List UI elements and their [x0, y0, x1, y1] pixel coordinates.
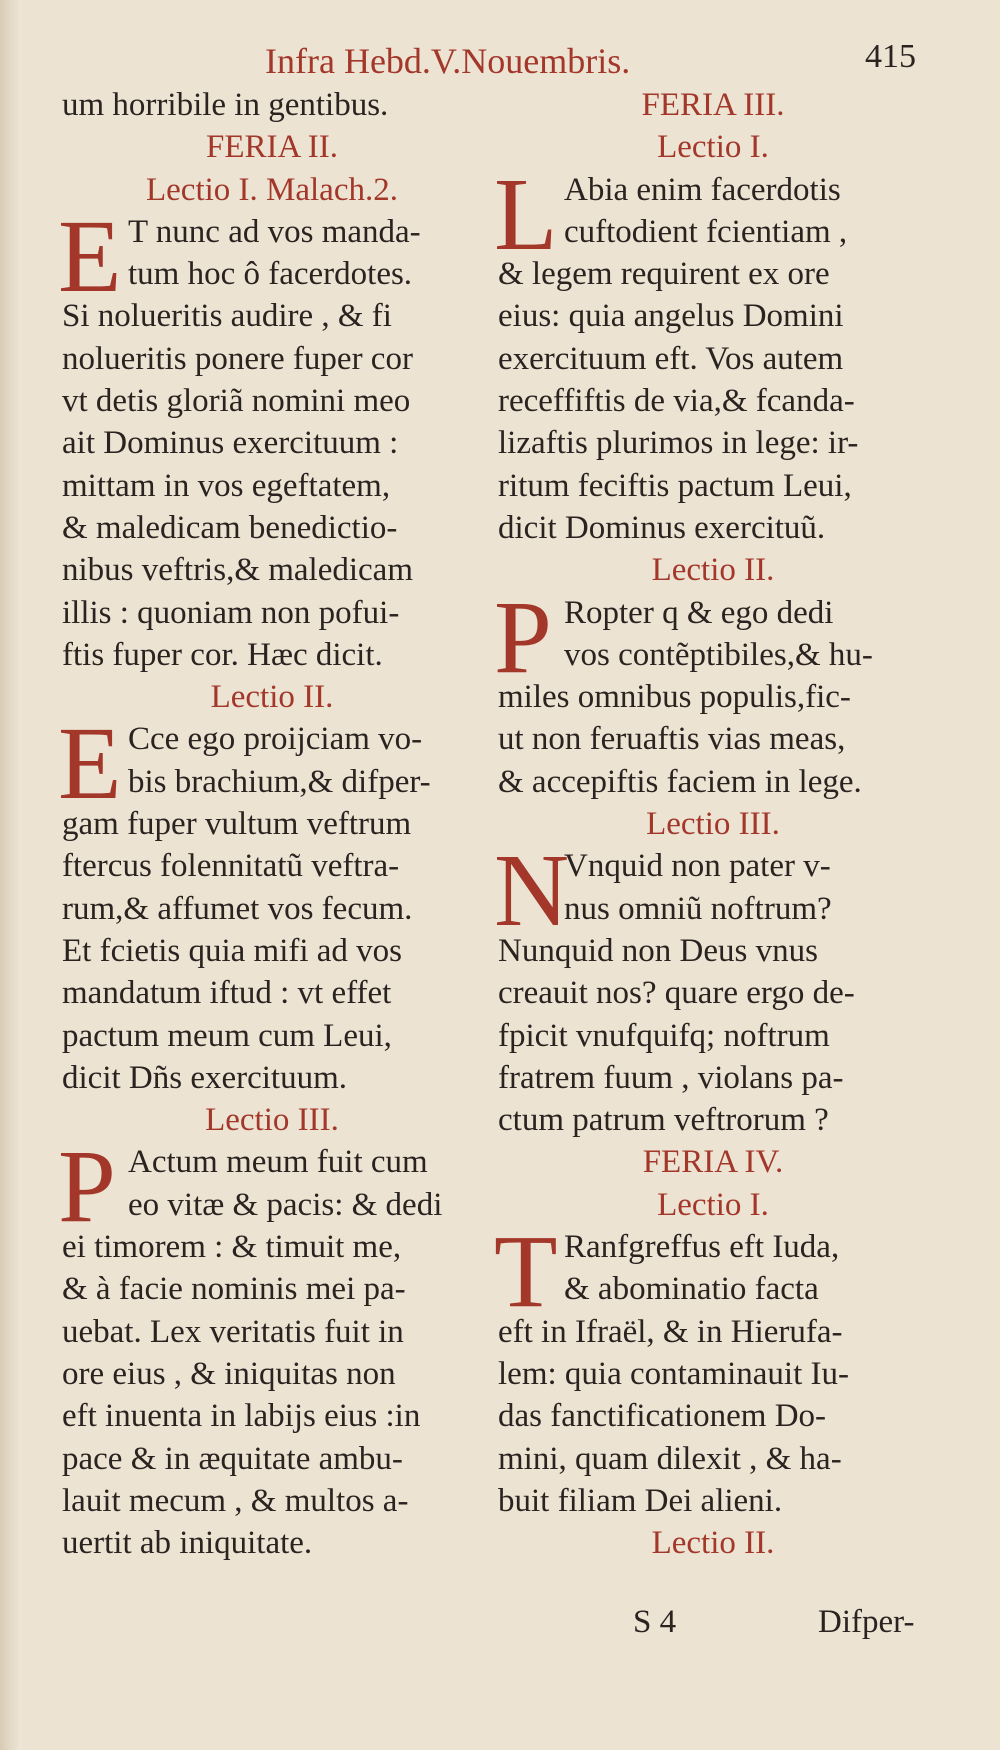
text-line: & legem requirent ex ore — [498, 256, 830, 293]
drop-cap: P — [494, 579, 552, 695]
text-line: Nunquid non Deus vnus — [498, 932, 818, 969]
text-line: T nunc ad vos manda- — [128, 213, 421, 250]
text-line: mini, quam dilexit , & ha- — [498, 1440, 842, 1477]
text-line: fpicit vnufquifq; noftrum — [498, 1017, 830, 1054]
text-line: eo vitæ & pacis: & dedi — [128, 1186, 443, 1223]
text-line: ut non feruaftis vias meas, — [498, 721, 846, 758]
text-line: nolueritis ponere fuper cor — [62, 340, 413, 377]
lectio-heading: Lectio III. — [646, 806, 780, 843]
text-line: das fanctificationem Do- — [498, 1398, 827, 1435]
text-line: vt detis gloriã nomini meo — [62, 383, 411, 420]
feria-heading: FERIA II. — [206, 129, 338, 166]
text-line: lauit mecum , & multos a- — [62, 1482, 409, 1519]
text-line: bis brachium,& difper- — [128, 763, 431, 800]
text-line: vos contẽptibiles,& hu- — [564, 636, 873, 673]
feria-heading: FERIA IV. — [642, 1144, 784, 1181]
text-line: & abominatio facta — [564, 1271, 819, 1308]
drop-cap: N — [494, 833, 570, 949]
lectio-paragraph — [58, 1129, 482, 1564]
lectio-paragraph — [58, 198, 482, 676]
text-line: um horribile in gentibus. — [62, 87, 389, 123]
text-line: tum hoc ô facerdotes. — [128, 256, 413, 293]
text-line: eft inuenta in labijs eius :in — [62, 1398, 421, 1435]
text-line: uebat. Lex veritatis fuit in — [62, 1313, 404, 1350]
lectio-paragraph — [494, 833, 928, 1141]
text-line: ei timorem : & timuit me, — [62, 1229, 402, 1266]
text-line: mittam in vos egeftatem, — [62, 467, 391, 504]
text-line: creauit nos? quare ergo de- — [498, 975, 855, 1012]
text-line: Vnquid non pater v- — [564, 848, 831, 885]
text-line: & maledicam benedictio- — [62, 509, 398, 546]
text-line: buit filiam Dei alieni. — [498, 1482, 783, 1519]
drop-cap: P — [58, 1129, 116, 1245]
lectio-paragraph — [494, 579, 928, 803]
text-line: Ranfgreffus eft Iuda, — [564, 1229, 840, 1266]
lectio-paragraph — [494, 156, 928, 550]
text-line: uertit ab iniquitate. — [62, 1525, 313, 1562]
feria-heading: FERIA III. — [641, 87, 785, 123]
text-line: Actum meum fuit cum — [128, 1144, 428, 1181]
text-line: & accepiftis faciem in lege. — [498, 763, 862, 800]
text-line: cuftodient fcientiam , — [564, 213, 848, 250]
text-line: Abia enim facerdotis — [564, 171, 841, 208]
left-column — [58, 84, 482, 1564]
running-title: Infra Hebd.V.Nouembris. — [265, 41, 631, 81]
text-line: nus omniũ noftrum? — [564, 890, 832, 927]
text-line: mandatum iftud : vt effet — [62, 975, 392, 1012]
text-line: eius: quia angelus Domini — [498, 298, 844, 335]
right-column — [494, 84, 928, 1564]
text-line: lizaftis plurimos in lege: ir- — [498, 425, 859, 462]
drop-cap: L — [494, 156, 558, 272]
drop-cap: T — [494, 1214, 558, 1330]
text-line: ait Dominus exercituum : — [62, 425, 399, 462]
text-line: rum,& affumet vos fecum. — [62, 890, 413, 927]
text-line: eft in Ifraël, & in Hierufa- — [498, 1313, 843, 1350]
text-line: exercituum eft. Vos autem — [498, 340, 844, 377]
book-gutter — [0, 0, 22, 1750]
lectio-heading: Lectio III. — [205, 1102, 339, 1139]
text-line: dicit Dominus exercituũ. — [498, 509, 826, 546]
text-line: ctum patrum veftrorum ? — [498, 1102, 829, 1139]
text-line: & à facie nominis mei pa- — [62, 1271, 406, 1308]
lectio-paragraph — [494, 1214, 928, 1522]
text-line: ftis fuper cor. Hæc dicit. — [62, 636, 383, 673]
page-footer — [498, 1604, 928, 1646]
text-line: ritum feciftis pactum Leui, — [498, 467, 852, 504]
text-line: Cce ego proijciam vo- — [128, 721, 423, 758]
drop-cap: E — [58, 706, 122, 822]
folio-number: 415 — [865, 38, 916, 75]
lectio-heading: Lectio I. — [657, 129, 769, 166]
text-line: nibus veftris,& maledicam — [62, 552, 413, 589]
lectio-heading: Lectio II. — [651, 552, 775, 589]
text-line: dicit Dñs exercituum. — [62, 1059, 348, 1096]
text-line: fratrem fuum , violans pa- — [498, 1059, 844, 1096]
catchword: Difper- — [818, 1604, 915, 1640]
drop-cap: E — [58, 198, 122, 314]
lectio-heading: Lectio II. — [210, 679, 334, 716]
text-line: gam fuper vultum veftrum — [62, 806, 412, 843]
lectio-heading: Lectio I. Malach.2. — [146, 171, 398, 208]
text-line: Et fcietis quia mifi ad vos — [62, 932, 403, 969]
text-line: pactum meum cum Leui, — [62, 1017, 392, 1054]
text-line: ore eius , & iniquitas non — [62, 1355, 396, 1392]
text-line: receffiftis de via,& fcanda- — [498, 383, 855, 420]
lectio-heading: Lectio I. — [657, 1186, 769, 1223]
text-line: lem: quia contaminauit Iu- — [498, 1355, 849, 1392]
signature-mark: S 4 — [633, 1604, 677, 1640]
text-line: Ropter q & ego dedi — [564, 594, 834, 631]
text-line: ftercus folennitatũ veftra- — [62, 848, 400, 885]
text-line: miles omnibus populis,fic- — [498, 679, 851, 716]
lectio-paragraph — [58, 706, 482, 1099]
lectio-heading: Lectio II. — [651, 1525, 775, 1562]
text-line: pace & in æquitate ambu- — [62, 1440, 403, 1477]
text-line: Si nolueritis audire , & fi — [62, 298, 392, 335]
text-line: illis : quoniam non pofui- — [62, 594, 400, 631]
